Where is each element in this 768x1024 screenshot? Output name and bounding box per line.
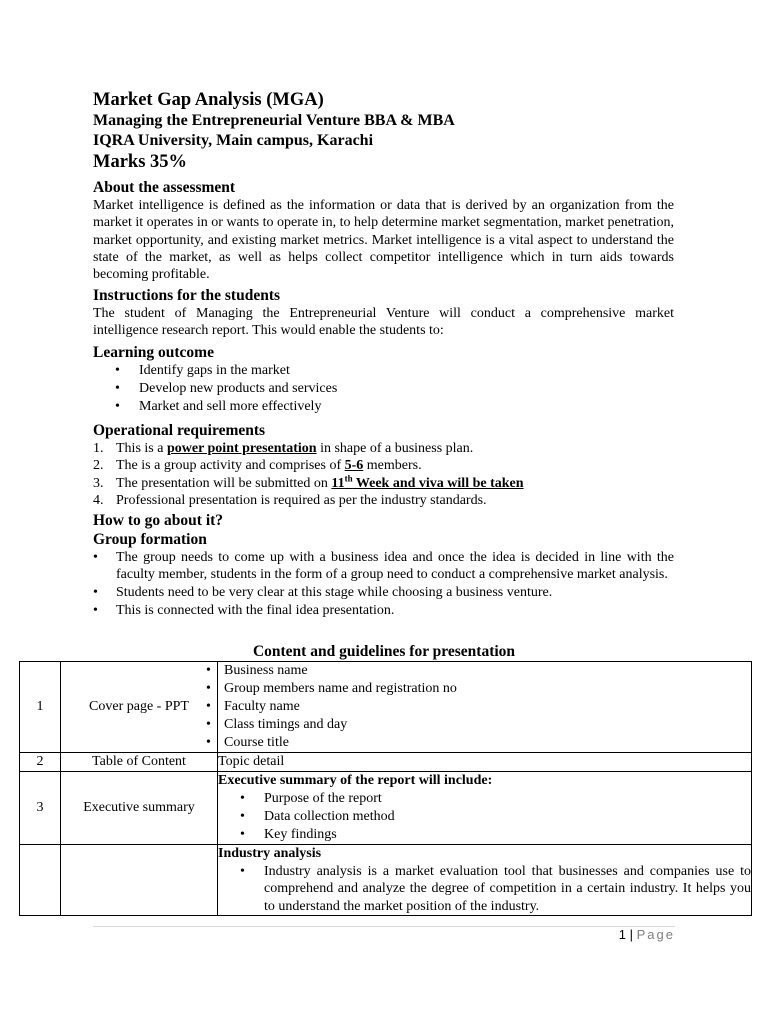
row-lead: Industry analysis — [218, 846, 322, 861]
howto-section — [93, 511, 674, 620]
document-title: Market Gap Analysis (MGA) — [93, 90, 324, 110]
row-section — [61, 845, 218, 916]
instructions-text: The student of Managing the Entrepreneurial Venture will conduct a comprehensive market intelligence research report. This would enable the students to: — [93, 306, 674, 339]
document-header — [93, 89, 674, 173]
operational-list — [93, 440, 674, 509]
learning-heading: Learning outcome — [93, 344, 214, 361]
list-item: 1. This is a power point presentation in shape of a business plan. — [93, 441, 474, 456]
about-section — [93, 178, 674, 283]
row-number: 2 — [20, 753, 61, 772]
table-row — [20, 845, 752, 916]
bullet-icon: • — [206, 663, 211, 678]
page-number: 1 — [618, 927, 626, 942]
list-item: • Identify gaps in the market — [115, 363, 290, 378]
row-section: Table of Content — [61, 753, 218, 772]
list-item: • Data collection method — [240, 809, 395, 824]
bullet-icon: • — [93, 602, 98, 618]
list-item: • Group members name and registration no — [206, 681, 457, 696]
row-section: Executive summary — [61, 772, 218, 845]
table-row — [20, 772, 752, 845]
bullet-icon: • — [206, 717, 211, 732]
course-name: Managing the Entrepreneurial Venture BBA & MBA — [93, 112, 455, 129]
instructions-heading: Instructions for the students — [93, 287, 281, 304]
list-item: • Develop new products and services — [115, 381, 338, 396]
instructions-section — [93, 286, 674, 340]
list-item: • Market and sell more effectively — [115, 399, 322, 414]
bullet-icon: • — [240, 791, 245, 806]
bullet-icon: • — [93, 550, 98, 565]
operational-heading: Operational requirements — [93, 422, 266, 439]
list-item: • Industry analysis is a market evaluation tool that businesses and companies use to comprehend and analyze the degree of competition in a certain industry. It helps you to understand the market position of the industry. — [240, 864, 751, 914]
row-content: Topic detail — [218, 753, 752, 772]
group-formation-heading: Group formation — [93, 531, 207, 548]
row-number — [20, 845, 61, 916]
bullet-icon: • — [206, 699, 211, 714]
list-item: 4. Professional presentation is required as per the industry standards. — [93, 492, 487, 508]
page-label: Page — [636, 927, 675, 942]
bullet-icon: • — [115, 363, 120, 378]
bullet-icon: • — [115, 381, 120, 396]
list-item: • Business name — [206, 663, 308, 678]
footer-divider — [93, 926, 675, 927]
row-section: Cover page - PPT — [61, 662, 218, 753]
about-text: Market intelligence is defined as the information or data that is derived by an organization from the market it operates in or wants to operate in, to help determine market segmentation, market penetration, market opportunity, and existing market metrics. Market intelligence is a vital aspect to understand the state of the market, as well as helps collect competitor intelligence which in turn aids towards becoming profitable. — [93, 198, 674, 283]
marks-weight: Marks 35% — [93, 152, 188, 172]
bullet-icon: • — [206, 735, 211, 750]
about-heading: About the assessment — [93, 179, 236, 196]
list-item: • Students need to be very clear at this stage while choosing a business venture. — [93, 584, 553, 600]
row-lead: Executive summary of the report will include: — [218, 773, 493, 788]
operational-section — [93, 421, 674, 509]
page-footer — [619, 927, 675, 942]
bullet-icon: • — [240, 809, 245, 824]
table-row — [20, 753, 752, 772]
row-number: 3 — [20, 772, 61, 845]
row-number: 1 — [20, 662, 61, 753]
bullet-icon: • — [240, 864, 245, 879]
howto-heading: How to go about it? — [93, 512, 224, 529]
list-item: • Purpose of the report — [240, 791, 382, 806]
guidelines-table — [19, 661, 752, 916]
table-title: Content and guidelines for presentation — [252, 643, 516, 660]
list-item: • Course title — [206, 735, 289, 750]
bullet-icon: • — [93, 584, 98, 600]
bullet-icon: • — [206, 681, 211, 696]
bullet-icon: • — [115, 399, 120, 414]
list-item: 2. The is a group activity and comprises of 5-6 members. — [93, 458, 422, 474]
bullet-icon: • — [240, 827, 245, 842]
row-content — [218, 845, 752, 916]
university-name: IQRA University, Main campus, Karachi — [93, 132, 374, 149]
row-content — [218, 772, 752, 845]
learning-section — [93, 343, 674, 416]
list-item: • Class timings and day — [206, 717, 348, 732]
list-item: 3. The presentation will be submitted on 11th Week and viva will be taken — [93, 472, 524, 491]
row-content — [206, 662, 752, 753]
list-item: • This is connected with the final idea presentation. — [93, 602, 395, 618]
footer-separator: | — [629, 927, 633, 942]
learning-list — [93, 362, 674, 416]
list-item: • Faculty name — [206, 699, 300, 714]
group-formation-list — [93, 549, 674, 620]
table-row — [20, 662, 752, 753]
list-item: • Key findings — [240, 827, 337, 842]
list-item: • The group needs to come up with a business idea and once the idea is decided in line with the faculty member, students in the form of a group need to conduct a comprehensive market analysis. — [93, 550, 674, 583]
